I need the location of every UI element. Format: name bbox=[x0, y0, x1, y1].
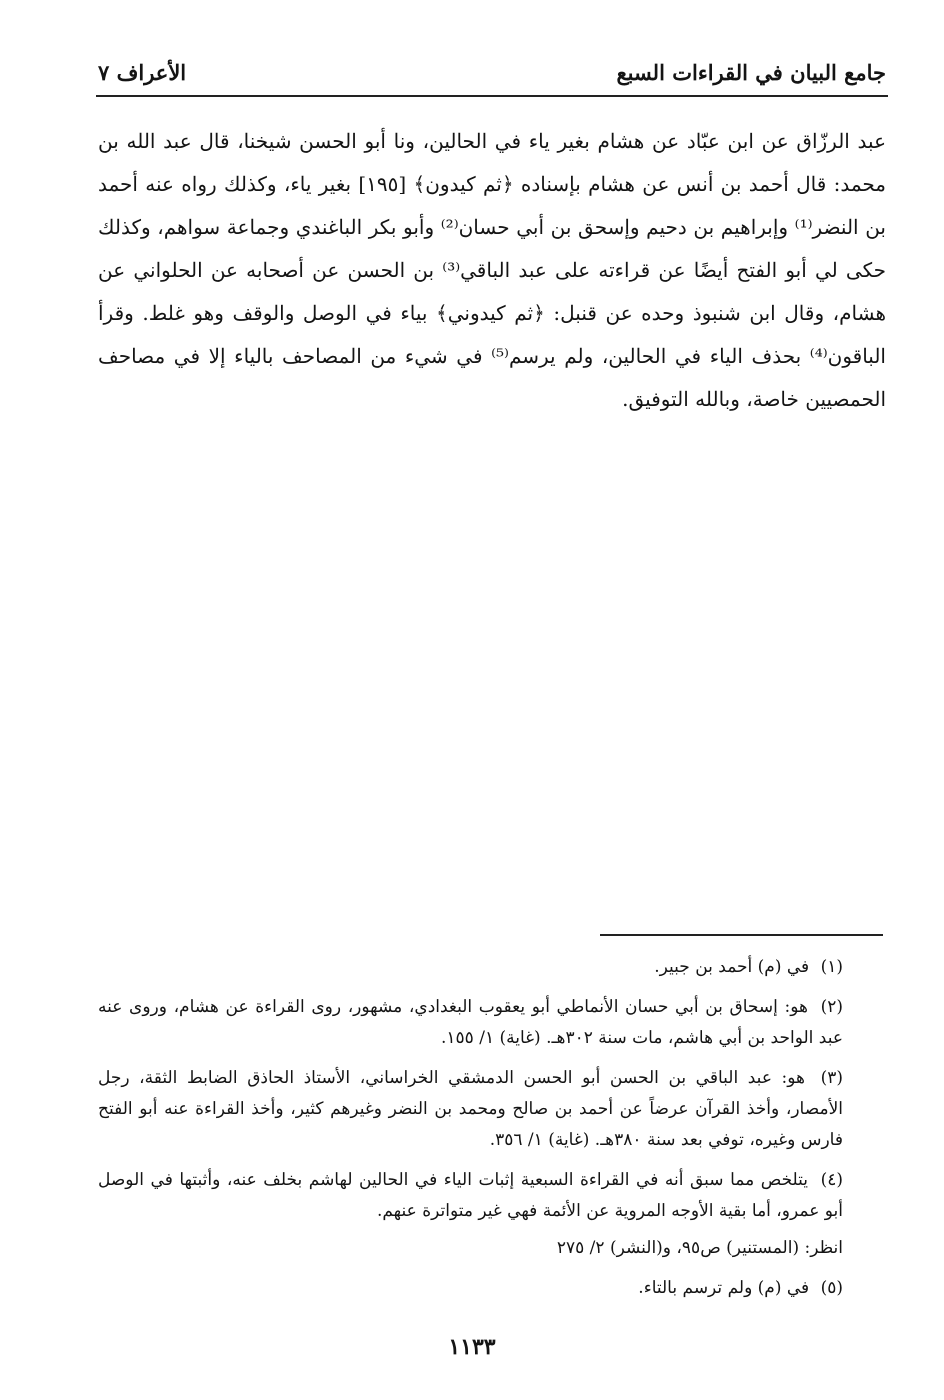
surah-reference: الأعراف ٧ bbox=[98, 60, 187, 85]
footnote-4 bbox=[98, 1165, 843, 1264]
footnote-2 bbox=[98, 992, 843, 1054]
footnote-5 bbox=[98, 1273, 843, 1304]
header-divider bbox=[96, 95, 888, 97]
page-number: ١١٣٣ bbox=[448, 1334, 496, 1360]
book-title: جامع البيان في القراءات السبع bbox=[616, 60, 886, 85]
footnote-number: (٢) bbox=[820, 997, 843, 1017]
footnote-3 bbox=[98, 1063, 843, 1156]
main-text bbox=[98, 120, 886, 421]
footnote-number: (١) bbox=[820, 957, 843, 977]
footnote-reference: انظر: (المستنير) ص٩٥، و(النشر) ٢/ ٢٧٥ bbox=[556, 1238, 843, 1258]
footnote-text: هو: عبد الباقي بن الحسن أبو الحسن الدمشقي الخراساني، الأستاذ الحاذق الضابط الثقة، رجل الأمصار، وأخذ القرآن عرضاً عن أحمد بن صالح ومحمد بن النضر وغيرهم كثير، وأخذ القراءة عنه أبو الفتح فارس وغيره، توفي بعد سنة ٣٨٠هـ. (غاية) ١/ ٣٥٦. bbox=[98, 1068, 843, 1150]
footnote-text: يتلخص مما سبق أنه في القراءة السبعية إثبات الياء في الحالين لهاشم بخلف عنه، وأثبتها في الوصل أبو عمرو، أما بقية الأوجه المروية عن الأئمة فهي غير متواترة عنهم. bbox=[98, 1170, 843, 1221]
footnote-number: (٤) bbox=[820, 1170, 843, 1190]
footnote-text: في (م) ولم ترسم بالتاء. bbox=[638, 1278, 810, 1298]
footnote-text: هو: إسحاق بن أبي حسان الأنماطي أبو يعقوب البغدادي، مشهور، روى القراءة عن هشام، وروى عنه عبد الواحد بن أبي هاشم، مات سنة ٣٠٢هـ. (غاية) ١/ ١٥٥. bbox=[98, 997, 843, 1048]
footnote-number: (٣) bbox=[820, 1068, 844, 1088]
running-head bbox=[98, 58, 886, 94]
footnote-divider bbox=[600, 934, 883, 936]
footnotes bbox=[98, 952, 843, 1313]
footnote-text: في (م) أحمد بن جبير. bbox=[654, 957, 810, 977]
footnote-number: (٥) bbox=[820, 1278, 843, 1298]
footnote-1 bbox=[98, 952, 843, 983]
body-paragraph: عبد الرزّاق عن ابن عبّاد عن هشام بغير ياء في الحالين، ونا أبو الحسن شيخنا، قال عبد الله بن محمد: قال أحمد بن أنس عن هشام بإسناده ﴿ثم كيدون﴾ [١٩٥] بغير ياء، وكذلك رواه عنه أحمد بن النضر⁽¹⁾ وإبراهيم بن دحيم وإسحق بن أبي حسان⁽²⁾ وأبو بكر الباغندي وجماعة سواهم، وكذلك حكى لي أبو الفتح أيضًا عن قراءته على عبد الباقي⁽³⁾ بن الحسن عن أصحابه عن الحلواني عن هشام، وقال ابن شنبوذ وحده عن قنبل: ﴿ثم كيدوني﴾ بياء في الوصل والوقف وهو غلط. وقرأ الباقون⁽⁴⁾ بحذف الياء في الحالين، ولم يرسم⁽⁵⁾ في شيء من المصاحف بالياء إلا في مصاحف الحمصيين خاصة، وبالله التوفيق. bbox=[98, 129, 887, 411]
